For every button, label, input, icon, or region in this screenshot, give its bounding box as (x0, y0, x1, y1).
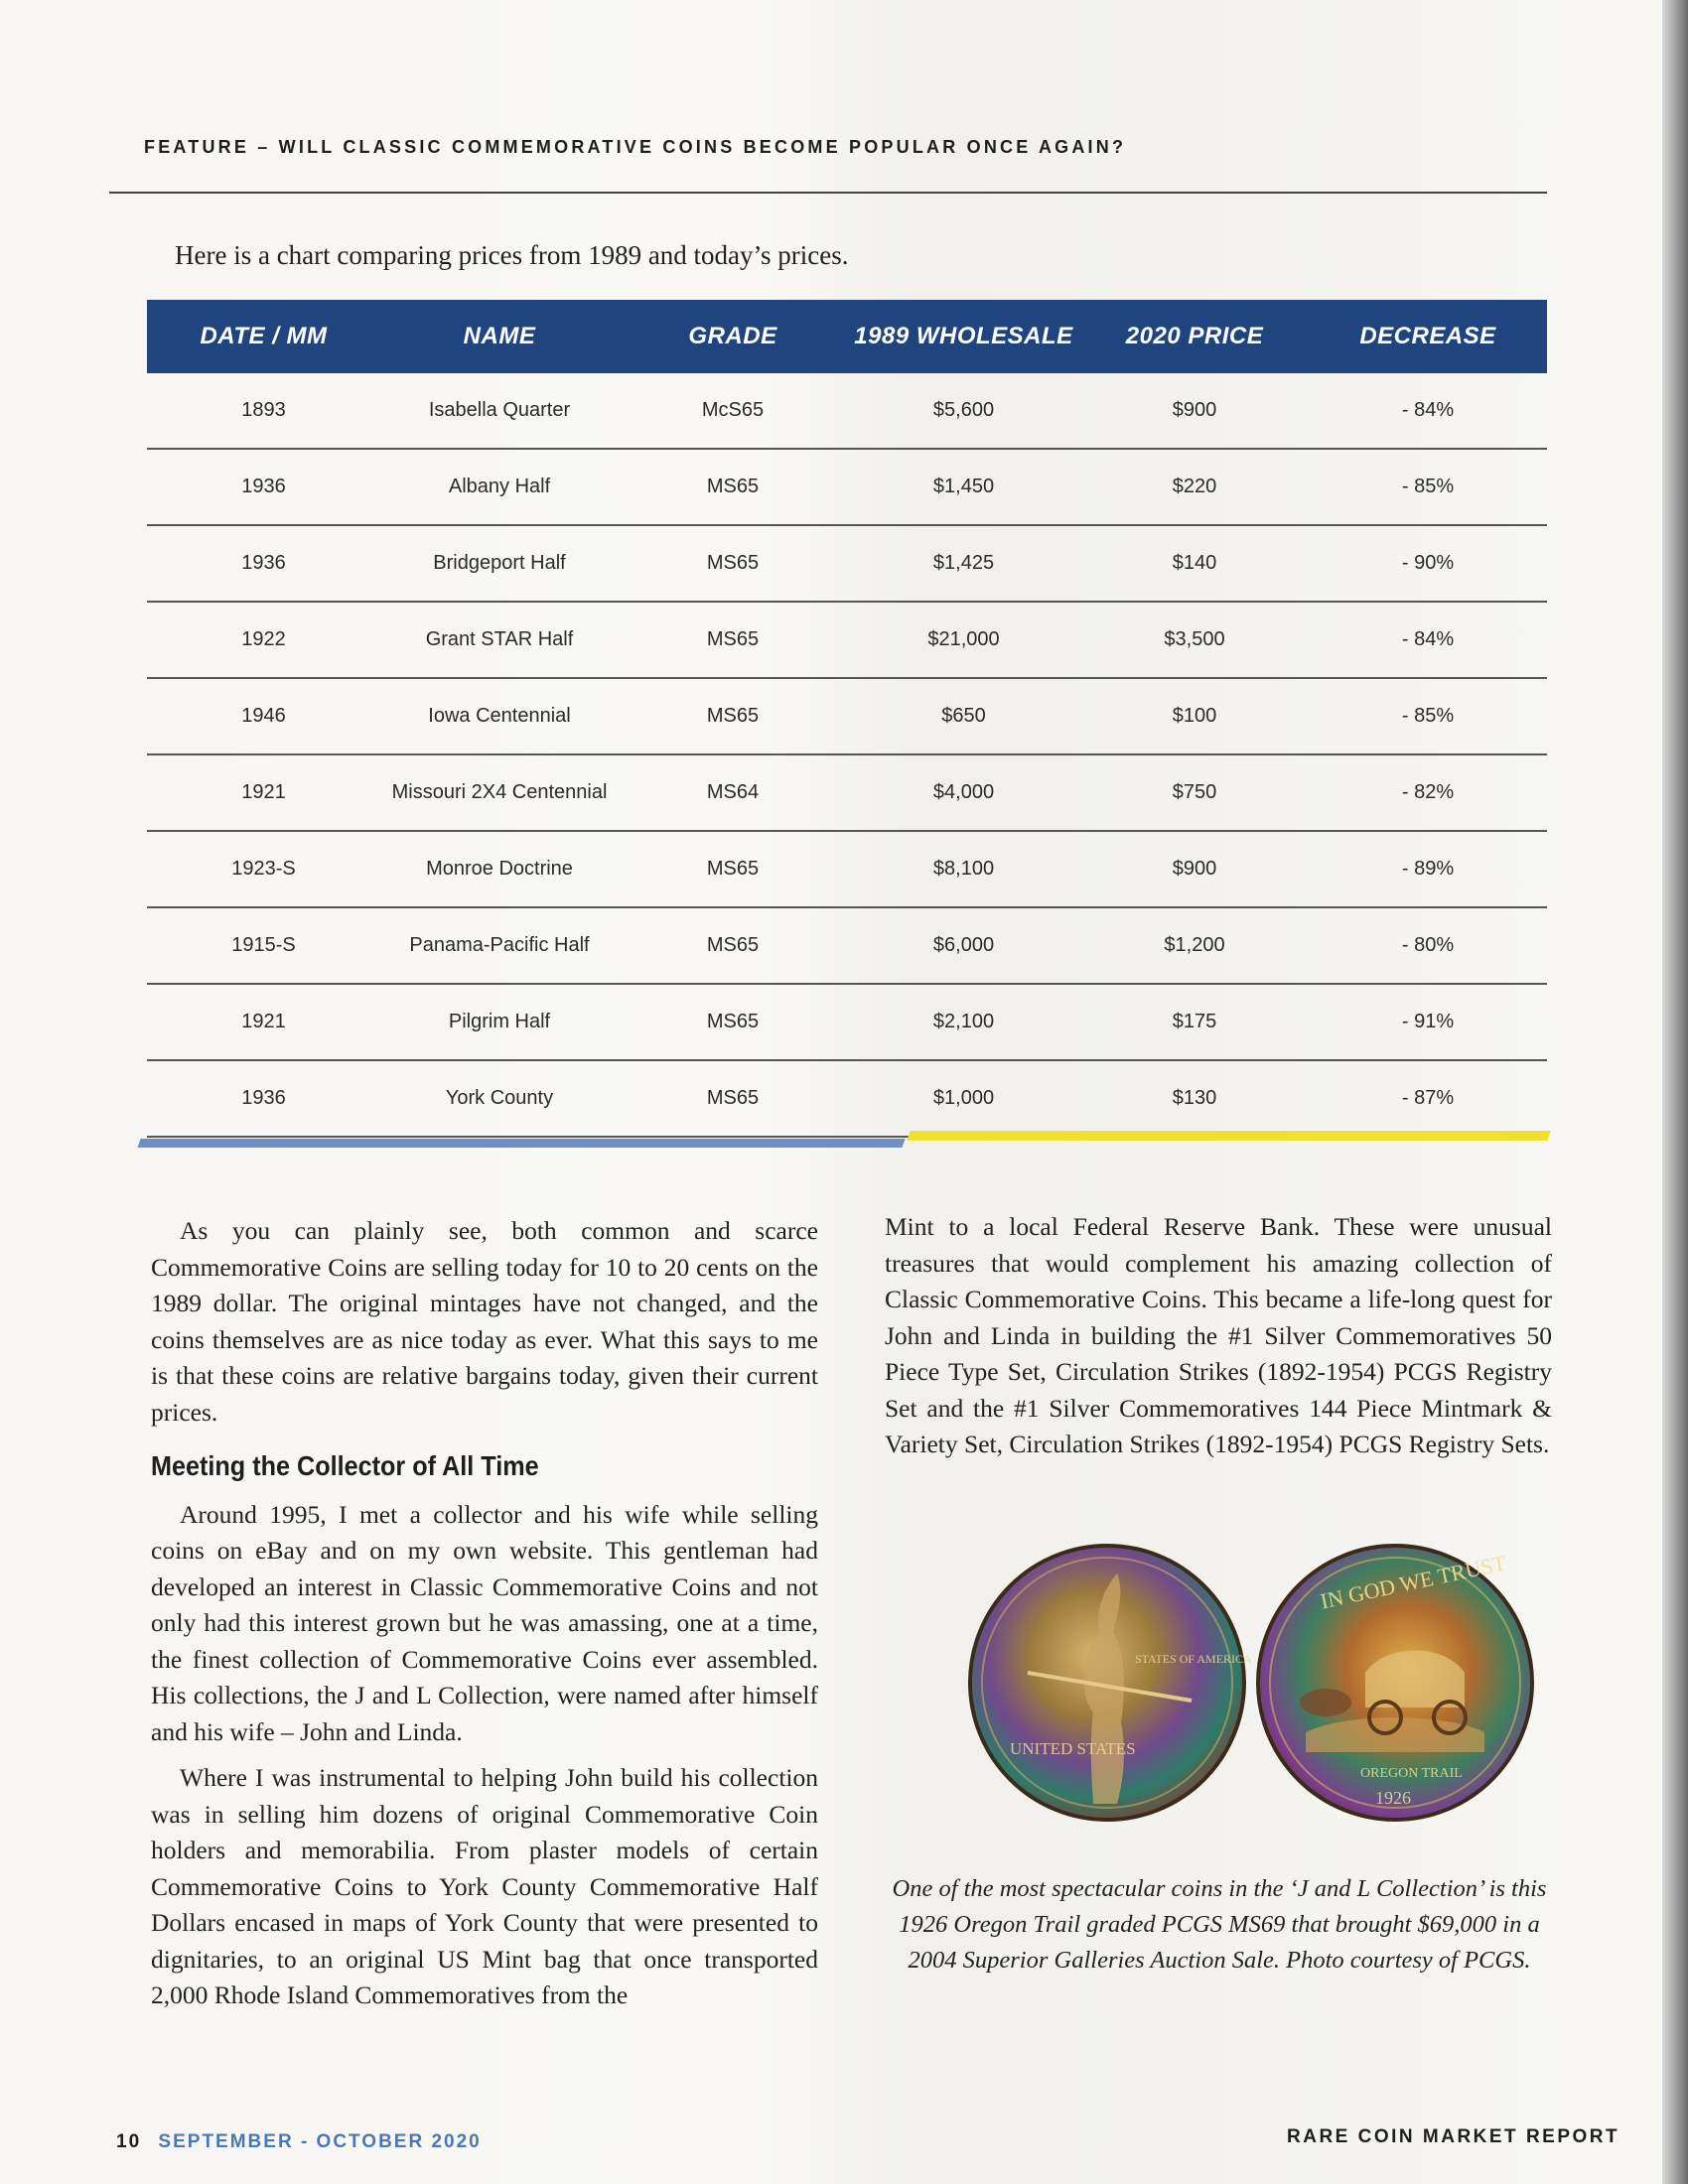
cell-decrease: - 89% (1309, 831, 1547, 907)
photo-caption: One of the most spectacular coins in the ‘J and L Collection’ is this 1926 Oregon Trail graded PCGS MS69 that brought $69,000 in a 2004 Superior Galleries Auction Sale. Photo courtesy of PCGS. (892, 1875, 1547, 1974)
cell-grade: MS65 (619, 907, 847, 984)
cell-price: $130 (1080, 1060, 1309, 1137)
cell-name: York County (380, 1060, 619, 1137)
cell-grade: MS65 (619, 1060, 847, 1137)
cell-price: $140 (1080, 525, 1309, 602)
cell-wholesale: $4,000 (847, 754, 1080, 831)
cell-wholesale: $21,000 (847, 602, 1080, 678)
cell-date: 1921 (147, 754, 380, 831)
cell-date: 1921 (147, 984, 380, 1060)
article-paragraph: Around 1995, I met a collector and his wife while selling coins on eBay and on my own website. This gentleman had developed an interest in Classic Commemorative Coins and not only had this interest grown but he was amassing, one at a time, the finest collection of Commemorative Coins ever assembled. His collections, the J and L Collection, were named after himself and his wife – John and Linda. (151, 1499, 818, 1746)
cell-grade: MS65 (619, 525, 847, 602)
coin-obverse (970, 1546, 1252, 1820)
article-column-left (151, 1213, 818, 2014)
page-number: 10 (116, 2131, 142, 2152)
cell-grade: McS65 (619, 373, 847, 449)
cell-price: $900 (1080, 831, 1309, 907)
table-intro: Here is a chart comparing prices from 1989 and today’s prices. (175, 240, 849, 270)
cell-decrease: - 82% (1309, 754, 1547, 831)
cell-date: 1936 (147, 525, 380, 602)
article-paragraph: Mint to a local Federal Reserve Bank. These were unusual treasures that would complement his amazing collection of Classic Commemorative Coins. This became a life-long quest for John and Linda in building the #1 Silver Commemoratives 50 Piece Type Set, Circulation Strikes (1892-1954) PCGS Registry Set and the #1 Silver Commemoratives 144 Piece Mintmark & Variety Set, Circulation Strikes (1892-1954) PCGS Registry Sets. (885, 1212, 1552, 1458)
header-grade: GRADE (688, 323, 777, 349)
header-decrease: DECREASE (1359, 323, 1496, 349)
publication-name: RARE COIN MARKET REPORT (1287, 2126, 1620, 2147)
table-row (147, 602, 1547, 678)
cell-date: 1936 (147, 449, 380, 525)
reverse-legend-top: IN GOD WE TRUST (1318, 1550, 1508, 1614)
cell-date: 1915-S (147, 907, 380, 984)
reverse-date: 1926 (1375, 1788, 1411, 1808)
cell-grade: MS65 (619, 449, 847, 525)
cell-decrease: - 91% (1309, 984, 1547, 1060)
header-date: DATE / MM (200, 323, 328, 349)
cell-name: Panama-Pacific Half (380, 907, 619, 984)
cell-decrease: - 84% (1309, 373, 1547, 449)
cell-decrease: - 80% (1309, 907, 1547, 984)
cell-wholesale: $650 (847, 678, 1080, 754)
article-paragraph: Where I was instrumental to helping John build his collection was in selling him dozens of original Commemorative Coin holders and memorabilia. From plaster models of certain Commemorative Coins to York County Commemorative Half Dollars encased in maps of York County that were presented to dignitaries, to an original US Mint bag that once transported 2,000 Rhode Island Commemoratives from the (151, 1763, 818, 2009)
cell-decrease: - 87% (1309, 1060, 1547, 1137)
cell-name: Monroe Doctrine (380, 831, 619, 907)
cell-price: $220 (1080, 449, 1309, 525)
issue-date: SEPTEMBER - OCTOBER 2020 (158, 2131, 482, 2152)
table-row (147, 831, 1547, 907)
obverse-legend-right: STATES OF AMERICA (1135, 1652, 1252, 1666)
cell-name: Pilgrim Half (380, 984, 619, 1060)
table-row (147, 449, 1547, 525)
obverse-legend-left: UNITED STATES (1010, 1739, 1136, 1758)
feature-kicker: FEATURE – WILL CLASSIC COMMEMORATIVE COINS BECOME POPULAR ONCE AGAIN? (144, 137, 1127, 157)
article-paragraph: As you can plainly see, both common and scarce Commemorative Coins are selling today for 10 to 20 cents on the 1989 dollar. The original mintages have not changed, and the coins themselves are as nice today as ever. What this says to me is that these coins are relative bargains today, given their current prices. (151, 1216, 818, 1427)
cell-name: Bridgeport Half (380, 525, 619, 602)
article-column-right (885, 1209, 1552, 1463)
cell-price: $750 (1080, 754, 1309, 831)
cell-price: $175 (1080, 984, 1309, 1060)
cell-price: $100 (1080, 678, 1309, 754)
cell-name: Iowa Centennial (380, 678, 619, 754)
price-comparison-table (147, 300, 1547, 1138)
cell-wholesale: $6,000 (847, 907, 1080, 984)
table-row (147, 373, 1547, 449)
cell-name: Isabella Quarter (380, 373, 619, 449)
cell-decrease: - 90% (1309, 525, 1547, 602)
header-1989-wholesale: 1989 WHOLESALE (854, 323, 1073, 349)
cell-decrease: - 85% (1309, 678, 1547, 754)
cell-date: 1922 (147, 602, 380, 678)
cell-grade: MS65 (619, 831, 847, 907)
cell-wholesale: $1,425 (847, 525, 1080, 602)
cell-grade: MS64 (619, 754, 847, 831)
cell-date: 1893 (147, 373, 380, 449)
cell-date: 1936 (147, 1060, 380, 1137)
table-header-row (147, 300, 1547, 373)
header-name: NAME (463, 323, 536, 349)
page-edge-shadow (1662, 0, 1688, 2184)
table-row (147, 907, 1547, 984)
cell-name: Albany Half (380, 449, 619, 525)
section-heading: Meeting the Collector of All Time (151, 1450, 539, 1481)
cell-wholesale: $8,100 (847, 831, 1080, 907)
cell-grade: MS65 (619, 678, 847, 754)
cell-name: Grant STAR Half (380, 602, 619, 678)
cell-decrease: - 84% (1309, 602, 1547, 678)
table-row (147, 754, 1547, 831)
cell-price: $900 (1080, 373, 1309, 449)
coin-reverse (1258, 1546, 1532, 1820)
reverse-legend-bottom: OREGON TRAIL (1360, 1766, 1463, 1781)
cell-price: $1,200 (1080, 907, 1309, 984)
cell-grade: MS65 (619, 984, 847, 1060)
table-row (147, 525, 1547, 602)
yellow-accent-stripe (907, 1131, 1551, 1141)
cell-wholesale: $5,600 (847, 373, 1080, 449)
oregon-trail-coin-photo (968, 1524, 1534, 1842)
cell-wholesale: $1,450 (847, 449, 1080, 525)
header-2020-price: 2020 PRICE (1125, 323, 1264, 349)
cell-decrease: - 85% (1309, 449, 1547, 525)
cell-price: $3,500 (1080, 602, 1309, 678)
cell-wholesale: $2,100 (847, 984, 1080, 1060)
table-row (147, 678, 1547, 754)
page-footer-left (116, 2131, 482, 2153)
header-divider (109, 192, 1547, 194)
cell-name: Missouri 2X4 Centennial (380, 754, 619, 831)
cell-date: 1946 (147, 678, 380, 754)
table-row (147, 984, 1547, 1060)
table-row (147, 1060, 1547, 1137)
cell-grade: MS65 (619, 602, 847, 678)
cell-wholesale: $1,000 (847, 1060, 1080, 1137)
cell-date: 1923-S (147, 831, 380, 907)
blue-accent-stripe (137, 1139, 905, 1148)
